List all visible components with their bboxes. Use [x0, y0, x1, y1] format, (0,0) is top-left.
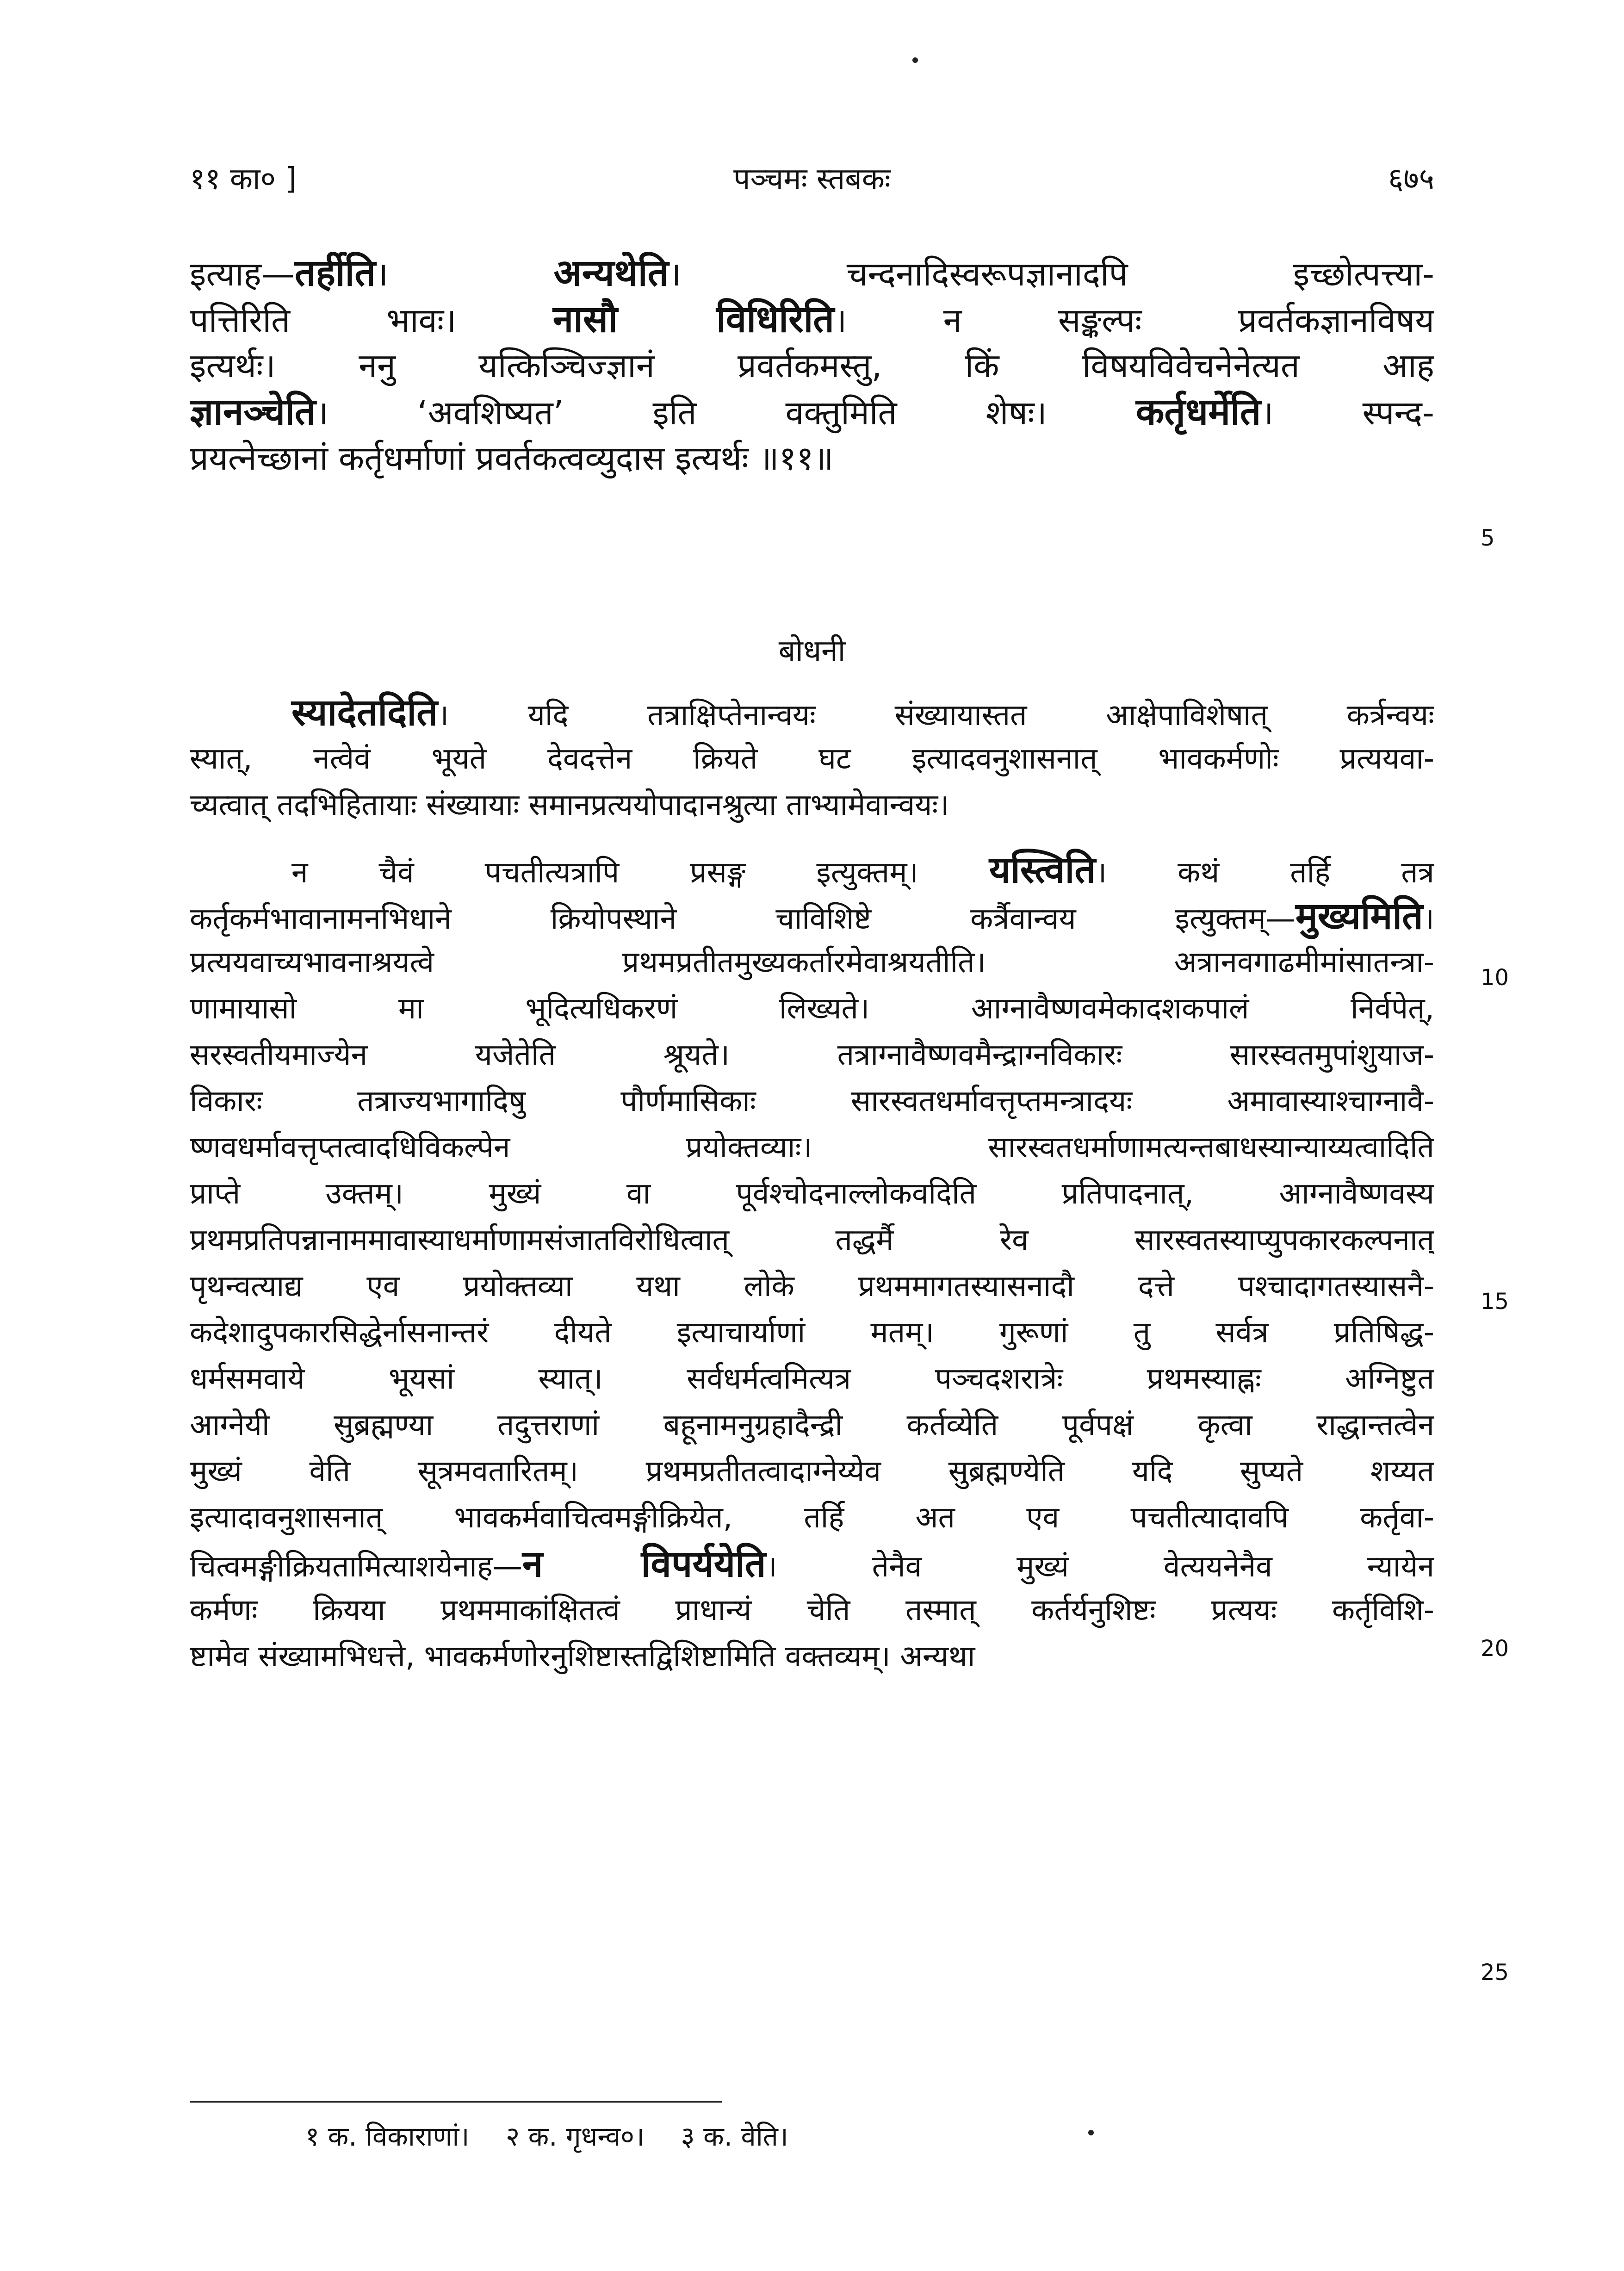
text-run: ष्टामेव संख्यामभिधत्ते, भावकर्मणोरनुशिष्टास्तद्विशिष्टामिति वक्तव्यम्। अन्यथा — [190, 1639, 975, 1674]
text-line — [190, 1171, 1434, 1217]
lemma-keyword: मुख्यमिति — [1295, 894, 1423, 937]
text-run: प्राप्ते उक्तम्। मुख्यं वा पूर्वश्चोदनाल्लोकवदिति प्रतिपादनात्, आग्नावैष्णवस्य — [190, 1177, 1434, 1211]
text-line — [190, 736, 1434, 782]
text-run: पत्तिरिति भावः। — [190, 301, 553, 340]
section-heading: बोधनी — [778, 634, 846, 668]
text-line — [190, 389, 1434, 435]
print-speck — [1088, 2130, 1094, 2135]
text-run: च्यत्वात् तदभिहितायाः संख्यायाः समानप्रत्ययोपादानश्रुत्या ताभ्यामेवान्वयः। — [190, 788, 949, 822]
text-line — [190, 1356, 1434, 1402]
text-line — [190, 296, 1434, 342]
text-line — [190, 1217, 1434, 1263]
text-line — [190, 1402, 1434, 1448]
text-run: न चैवं पचतीत्यत्रापि प्रसङ्ग इत्युक्तम्। — [291, 856, 989, 890]
text-run: प्रथमप्रतिपन्नानाममावास्याधर्माणामसंजातविरोधित्वात् तद्धर्मै रेव सारस्वतस्याप्युपकारकल्पनात् — [190, 1223, 1434, 1257]
text-run: ष्णवधर्मावत्तृप्तत्वादधिविकल्पेन प्रयोक्तव्याः। सारस्वतधर्माणामत्यन्तबाधस्यान्याय्यत्वादिति — [190, 1130, 1434, 1165]
running-head-title: पञ्चमः स्तबकः — [733, 162, 891, 196]
text-line — [190, 1309, 1434, 1356]
page-number: ६७५ — [1388, 162, 1434, 196]
text-run: । स्पन्द- — [1261, 393, 1434, 432]
text-line — [190, 939, 1434, 986]
text-run: इत्यादावनुशासनात् भावकर्मवाचित्वमङ्गीक्रियेत, तर्हि अत एव पचतीत्यादावपि कर्तृवा- — [190, 1501, 1434, 1535]
text-line — [190, 893, 1434, 939]
text-run: विकारः तत्राज्यभागादिषु पौर्णमासिकाः सारस्वतधर्मावत्तृप्तमन्त्रादयः अमावास्याश्चाग्नावै- — [190, 1084, 1434, 1118]
text-run: कदेशादुपकारसिद्धेर्नासनान्तरं दीयते इत्याचार्याणां मतम्। गुरूणां तु सर्वत्र प्रतिषिद्ध- — [190, 1315, 1434, 1350]
line-number: 5 — [1481, 525, 1495, 551]
footnote: २ क. गृधन्व०। — [505, 2121, 645, 2152]
text-run: स्यात्, नत्वेवं भूयते देवदत्तेन क्रियते घट इत्यादवनुशासनात् भावकर्मणोः प्रत्ययवा- — [190, 742, 1434, 776]
text-line — [190, 1078, 1434, 1124]
text-run: पृथन्वत्याद्य एव प्रयोक्तव्या यथा लोके प्रथममागतस्यासनादौ दत्ते पश्चादागतस्यासनै- — [190, 1269, 1434, 1303]
text-run: प्रयत्नेच्छानां कर्तृधर्माणां प्रवर्तकत्वव्युदास इत्यर्थः ॥११॥ — [190, 439, 834, 478]
lemma-keyword: नासौ विधिरिति — [552, 298, 834, 341]
text-line — [190, 847, 1434, 893]
line-number: 10 — [1481, 965, 1509, 991]
lemma-keyword: न विपर्ययेति — [522, 1542, 766, 1585]
line-number: 20 — [1481, 1636, 1509, 1662]
text-run: । कथं तर्हि तत्र — [1095, 856, 1434, 890]
text-line — [190, 1448, 1434, 1495]
print-speck — [912, 57, 918, 63]
text-run: । ‘अवशिष्यत’ इति वक्तुमिति शेषः। — [316, 393, 1136, 432]
lemma-keyword: कर्तृधर्मेति — [1135, 390, 1261, 433]
text-line — [190, 1495, 1434, 1541]
text-run: मुख्यं वेति सूत्रमवतारितम्। प्रथमप्रतीतत्वादाग्नेय्येव सुब्रह्मण्येति यदि सुप्यते शय्यत — [190, 1454, 1434, 1489]
footnote: १ क. विकाराणां। — [305, 2121, 470, 2152]
text-line — [190, 342, 1434, 389]
text-line — [190, 689, 1434, 736]
lemma-keyword: तर्हीति — [294, 251, 376, 294]
text-line — [190, 1263, 1434, 1309]
text-run: कर्तृकर्मभावानामनभिधाने क्रियोपस्थाने चाविशिष्टे कर्त्रैवान्वय इत्युक्तम्— — [190, 902, 1295, 936]
text-line — [190, 1124, 1434, 1171]
lemma-keyword: स्यादेतदिति — [291, 691, 438, 734]
text-run: कर्मणः क्रियया प्रथममाकांक्षितत्वं प्राधान्यं चेति तस्मात् कर्तर्यनुशिष्टः प्रत्ययः कर्तृविशि- — [190, 1593, 1434, 1627]
lemma-keyword: ज्ञानञ्चेति — [190, 390, 316, 433]
footnotes — [305, 2117, 816, 2153]
text-line — [190, 986, 1434, 1032]
line-number: 25 — [1481, 1960, 1509, 1986]
text-line — [190, 782, 1434, 828]
lemma-keyword: यस्त्विति — [989, 848, 1096, 891]
text-run: । यदि तत्राक्षिप्तेनान्वयः संख्यायास्तत आक्षेपाविशेषात् कर्त्रन्वयः — [437, 698, 1434, 732]
text-run: धर्मसमवाये भूयसां स्यात्। सर्वधर्मत्वमित्यत्र पञ्चदशरात्रेः प्रथमस्याह्नः अग्निष्टुत — [190, 1362, 1434, 1396]
text-run: चित्वमङ्गीक्रियतामित्याशयेनाह— — [190, 1550, 522, 1584]
text-line — [190, 1541, 1434, 1587]
text-run: आग्नेयी सुब्रह्मण्या तदुत्तराणां बहूनामनुग्रहादैन्द्री कर्तव्येति पूर्वपक्षं कृत्वा राद्धान्तत्वेन — [190, 1408, 1434, 1442]
footnote: ३ क. वेति। — [681, 2121, 788, 2152]
text-run: इत्यर्थः। ननु यत्किञ्चिज्ज्ञानं प्रवर्तकमस्तु, किं विषयविवेचनेनेत्यत आह — [190, 346, 1434, 385]
text-line — [190, 250, 1434, 296]
text-run: । न सङ्कल्पः प्रवर्तकज्ञानविषय — [834, 301, 1434, 340]
text-line — [190, 1633, 1434, 1680]
text-line — [190, 435, 1434, 481]
text-run: प्रत्ययवाच्यभावनाश्रयत्वे प्रथमप्रतीतमुख्यकर्तारमेवाश्रयतीति। अत्रानवगाढमीमांसातन्त्रा- — [190, 945, 1434, 980]
text-run: णामायासो मा भूदित्यधिकरणं लिख्यते। आग्नावैष्णवमेकादशकपालं निर्वपेत्, — [190, 992, 1434, 1026]
text-run: । तेनैव मुख्यं वेत्ययनेनैव न्यायेन — [766, 1550, 1434, 1584]
footnote-rule — [190, 2101, 722, 2103]
running-head-left: ११ का० ] — [190, 162, 297, 196]
text-run: । चन्दनादिस्वरूपज्ञानादपि इच्छोत्पत्त्या- — [669, 254, 1434, 293]
text-run: । — [1423, 902, 1434, 936]
text-run: । — [376, 254, 554, 293]
text-run: सरस्वतीयमाज्येन यजेतेति श्रूयते। तत्राग्नावैष्णवमैन्द्राग्नविकारः सारस्वतमुपांशुयाज- — [190, 1038, 1434, 1072]
text-line — [190, 1587, 1434, 1633]
lemma-keyword: अन्यथेति — [553, 251, 669, 294]
text-run: इत्याह— — [190, 254, 295, 293]
line-number: 15 — [1481, 1289, 1509, 1315]
text-line — [190, 1032, 1434, 1078]
